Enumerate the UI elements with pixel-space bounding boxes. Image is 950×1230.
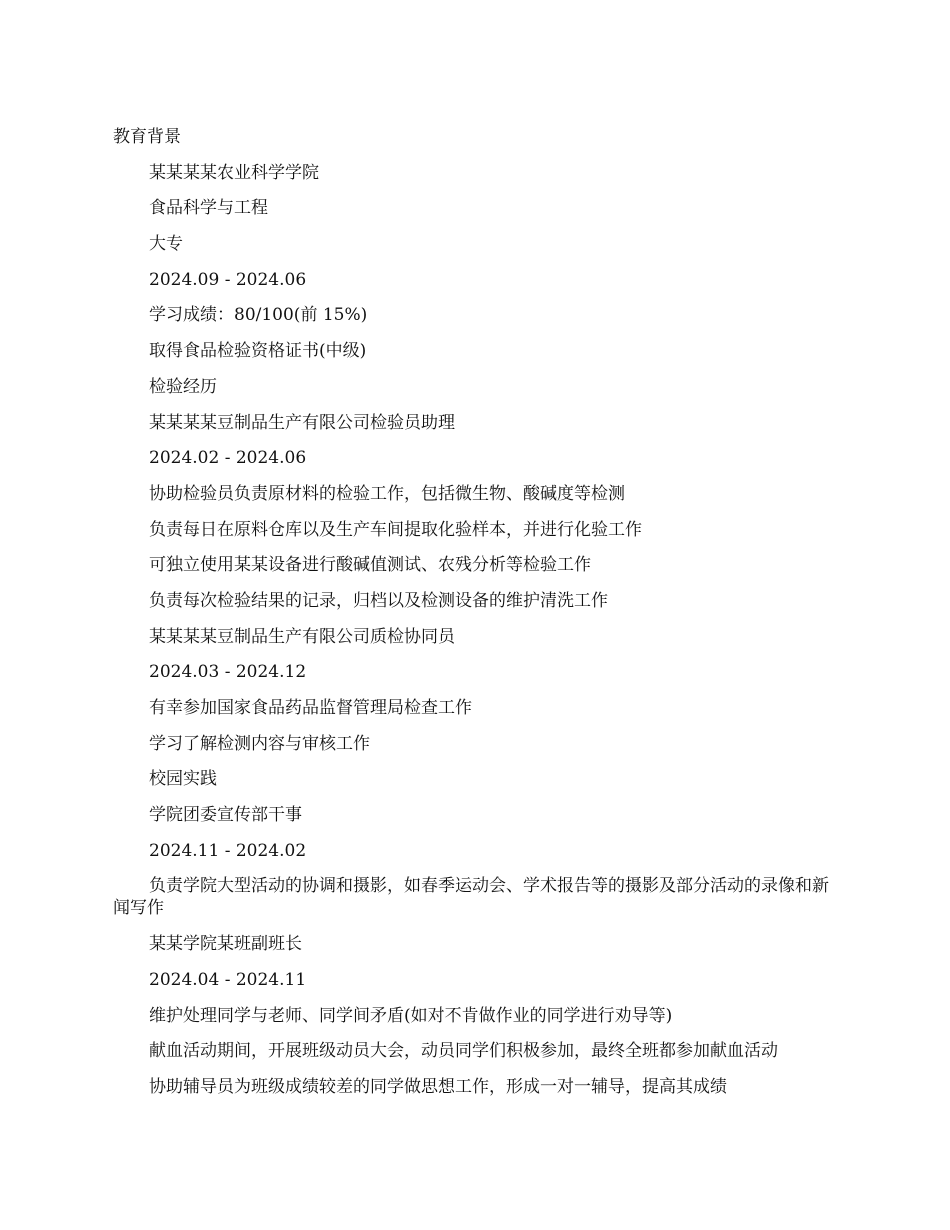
section-heading-inspection: 检验经历	[149, 376, 217, 397]
job-dates-1: 2024.02 - 2024.06	[149, 448, 307, 469]
job-duty: 学习了解检测内容与审核工作	[149, 733, 370, 754]
job-duty: 有幸参加国家食品药品监督管理局检查工作	[149, 698, 472, 718]
campus-duty: 协助辅导员为班级成绩较差的同学做思想工作，形成一对一辅导，提高其成绩	[149, 1076, 727, 1097]
campus-dates-2: 2024.04 - 2024.11	[149, 969, 307, 990]
campus-duty-long: 负责学院大型活动的协调和摄影，如春季运动会、学术报告等的摄影及部分活动的录像和新闻写作	[113, 876, 829, 919]
education-dates: 2024.09 - 2024.06	[149, 269, 307, 290]
job-title-1: 某某某某豆制品生产有限公司检验员助理	[149, 412, 455, 433]
campus-role-2: 某某学院某班副班长	[149, 934, 302, 955]
campus-role-1: 学院团委宣传部干事	[149, 805, 302, 826]
major: 食品科学与工程	[149, 198, 268, 219]
campus-dates-1: 2024.11 - 2024.02	[149, 840, 307, 861]
job-duty: 协助检验员负责原材料的检验工作，包括微生物、酸碱度等检测	[149, 483, 625, 504]
degree: 大专	[149, 234, 183, 255]
resume-document	[113, 126, 843, 1098]
campus-duty: 献血活动期间，开展班级动员大会，动员同学们积极参加，最终全班都参加献血活动	[149, 1041, 778, 1062]
grades: 学习成绩：80/100(前 15%)	[149, 305, 368, 326]
job-duty: 负责每次检验结果的记录，归档以及检测设备的维护清洗工作	[149, 590, 608, 611]
campus-duty: 维护处理同学与老师、同学间矛盾(如对不肯做作业的同学进行劝导等)	[149, 1005, 673, 1026]
job-duty: 负责每日在原料仓库以及生产车间提取化验样本，并进行化验工作	[149, 519, 642, 540]
job-dates-2: 2024.03 - 2024.12	[149, 662, 307, 683]
school-name: 某某某某农业科学学院	[149, 162, 319, 183]
certificate: 取得食品检验资格证书(中级)	[149, 341, 367, 362]
section-heading-education: 教育背景	[113, 127, 181, 147]
job-duty: 可独立使用某某设备进行酸碱值测试、农残分析等检验工作	[149, 555, 591, 576]
job-title-2: 某某某某豆制品生产有限公司质检协同员	[149, 626, 455, 647]
section-heading-campus: 校园实践	[149, 769, 217, 790]
